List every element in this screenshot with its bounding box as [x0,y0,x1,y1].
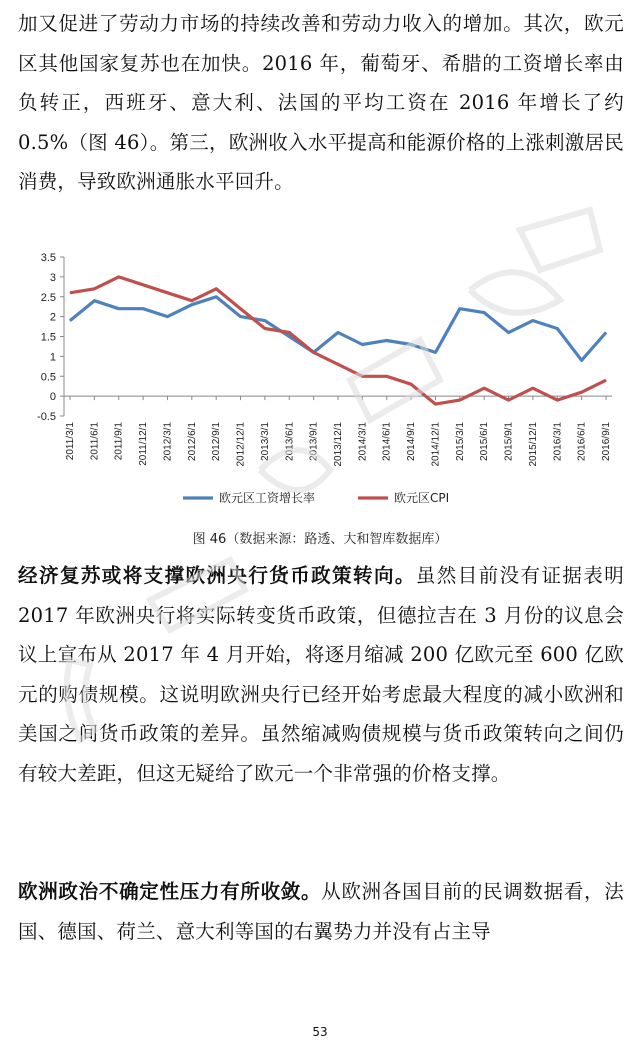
paragraph-3 [18,872,624,951]
y-axis [37,252,64,423]
paragraph-1: 加又促进了劳动力市场的持续改善和劳动力收入的增加。其次，欧元区其他国家复苏也在加快。2016 年，葡萄牙、希腊的工资增长率由负转正，西班牙、意大利、法国的平均工资在 2016 年增长了约 0.5%（图 46）。第三，欧洲收入水平提高和能源价格的上涨刺激居民消费，导致欧洲通胀水平回升。 [18,12,624,193]
y-tick-label: 0.5 [40,371,56,384]
y-tick-label: 2.5 [40,291,56,304]
series-point [70,292,71,293]
paragraph-3-lead: 欧洲政治不确定性压力有所收敛。 [18,880,322,903]
x-tick-label: 2015/9/1 [503,421,515,461]
series-point [167,292,168,293]
series-point [532,320,533,321]
series-point [484,312,485,313]
x-tick-label: 2013/12/1 [333,422,344,467]
paragraph-3-body: 从欧洲各国目前的民调数据看，法国、德国、荷兰、意大利等国的右翼势力并没有占主导 [18,880,624,943]
series-point [435,352,436,353]
x-tick-label: 2013/3/1 [259,422,271,461]
legend [183,490,449,505]
x-tick-label: 2011/3/1 [65,422,76,461]
y-tick-label: 0 [49,391,56,404]
series-point [459,400,460,401]
series-point [411,384,412,385]
y-tick-label: 3.5 [40,252,56,264]
series-point [362,376,363,377]
page-number: 53 [312,1025,328,1039]
paragraph-2-lead: 经济复苏或将支撑欧洲央行货币政策转向。 [18,564,416,587]
series-point [143,284,144,285]
paragraph-2-body: 虽然目前没有证据表明 2017 年欧洲央行将实际转变货币政策，但德拉吉在 3 月份的议息会议上宣布从 2017 年 4 月开始，将逐月缩减 200 亿欧元至 600 亿欧元的购债规模。这说明欧洲央行已经开始考虑最大程度的减小欧洲和美国之间货币政策的差异。虽然缩减购债规模与货币政策转向之间仍有较大差距，但这无疑给了欧元一个非常强的价格支撑。 [18,564,624,785]
series-lines [70,276,607,404]
series-point [240,316,241,317]
series-point [289,336,290,337]
y-tick-label: 2 [49,311,56,324]
series-point [411,344,412,345]
series-point [532,388,533,389]
series-point [581,392,582,393]
x-tick-label: 2012/3/1 [162,422,174,461]
x-tick-label: 2014/9/1 [406,422,418,461]
series-point [459,308,460,309]
y-tick-label: 3 [49,271,56,284]
series-point [240,308,241,309]
series-point [338,332,339,333]
x-tick-label: 2011/12/1 [138,422,150,466]
x-axis [64,396,612,466]
series-point [508,400,509,401]
series-point [508,332,509,333]
series-point [386,376,387,377]
series-point [216,296,217,297]
x-tick-label: 2012/12/1 [235,422,247,467]
x-tick-label: 2013/9/1 [308,422,320,461]
x-tick-label: 2015/12/1 [527,422,539,467]
series-point [606,380,607,381]
series-point [70,320,71,321]
series-point [264,320,265,321]
series-point [191,300,192,301]
x-tick-label: 2016/6/1 [576,422,588,461]
legend-label: 欧元区工资增长率 [219,491,316,505]
x-tick-label: 2014/3/1 [357,422,369,461]
y-tick-label: -0.5 [37,411,56,423]
series-point [264,328,265,329]
series-point [557,328,558,329]
series-point [94,288,95,289]
series-point [338,364,339,365]
y-tick-label: 1.5 [40,331,56,344]
series-point [289,332,290,333]
x-tick-label: 2015/3/1 [454,422,466,461]
chart [0,240,640,530]
series-point [118,308,119,309]
series-point [606,332,607,333]
series-point [167,316,168,317]
x-tick-label: 2016/9/1 [601,422,612,461]
x-tick-label: 2014/6/1 [381,422,393,461]
series-point [143,308,144,309]
x-tick-label: 2016/3/1 [552,422,564,461]
series-point [362,344,363,345]
x-tick-label: 2013/6/1 [284,422,296,461]
x-tick-label: 2011/6/1 [89,422,101,461]
y-tick-label: 1 [49,351,56,364]
series-point [191,304,192,305]
series-line-1 [70,277,606,404]
x-tick-label: 2012/9/1 [211,422,223,461]
x-tick-label: 2014/12/1 [430,422,442,467]
series-point [484,388,485,389]
series-line-0 [70,297,606,361]
series-point [386,340,387,341]
paragraph-2 [18,556,624,793]
series-point [557,400,558,401]
x-tick-label: 2015/6/1 [479,422,491,461]
x-tick-label: 2012/6/1 [186,422,198,461]
x-tick-label: 2011/9/1 [113,422,125,461]
series-point [435,404,436,405]
legend-label: 欧元区CPI [394,491,450,505]
series-point [118,276,119,277]
series-point [313,352,314,353]
series-point [581,360,582,361]
series-point [216,288,217,289]
series-point [94,300,95,301]
figure-caption: 图 46（数据来源：路透、大和智库数据库） [192,532,448,547]
